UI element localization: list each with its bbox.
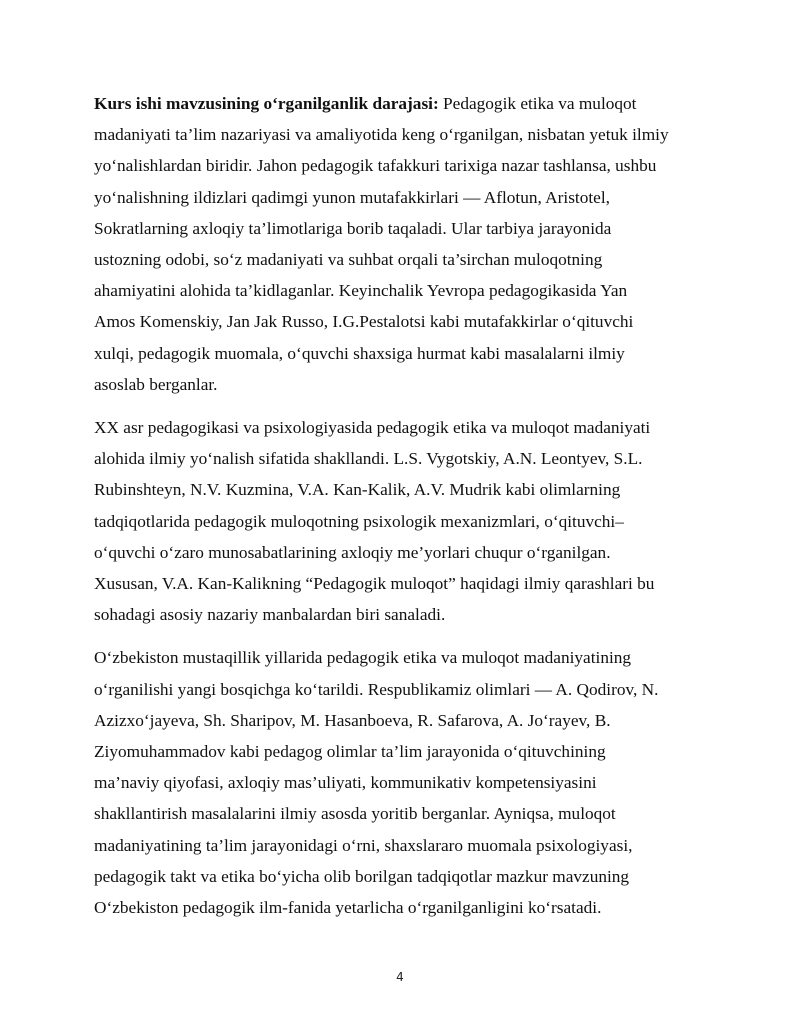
text-line: Azizxo‘jayeva, Sh. Sharipov, M. Hasanboeva, R. Safarova, A. Jo‘rayev, B. — [94, 710, 611, 730]
text-line: o‘quvchi o‘zaro munosabatlarining axloqiy me’yorlari chuqur o‘rganilgan. — [94, 542, 611, 562]
text-line: Rubinshteyn, N.V. Kuzmina, V.A. Kan-Kalik, A.V. Mudrik kabi olimlarning — [94, 480, 621, 500]
text-line: yo‘nalishlardan biridir. Jahon pedagogik tafakkuri tarixiga nazar tashlansa, ushbu — [94, 156, 657, 176]
document-body — [94, 88, 712, 935]
text-line: alohida ilmiy yo‘nalish sifatida shakllandi. L.S. Vygotskiy, A.N. Leontyev, S.L. — [94, 449, 643, 469]
text-line: shakllantirish masalalarini ilmiy asosda yoritib berganlar. Ayniqsa, muloqot — [94, 804, 616, 824]
text-line: Amos Komenskiy, Jan Jak Russo, I.G.Pestalotsi kabi mutafakkirlar o‘qituvchi — [94, 312, 634, 332]
text-line: O‘zbekiston mustaqillik yillarida pedagogik etika va muloqot madaniyatining — [94, 648, 632, 668]
paragraph-2 — [94, 412, 712, 630]
text-line: Ziyomuhammadov kabi pedagog olimlar ta’lim jarayonida o‘qituvchining — [94, 742, 606, 762]
text-line: madaniyatining ta’lim jarayonidagi o‘rni, shaxslararo muomala psixologiyasi, — [94, 835, 633, 855]
text-line: O‘zbekiston pedagogik ilm-fanida yetarlicha o‘rganilganligini ko‘rsatadi. — [94, 898, 602, 918]
text-line: ahamiyatini alohida ta’kidlaganlar. Keyinchalik Yevropa pedagogikasida Yan — [94, 281, 628, 301]
text-line: XX asr pedagogikasi va psixologiyasida pedagogik etika va muloqot madaniyati — [94, 418, 651, 438]
text-line: ustozning odobi, so‘z madaniyati va suhbat orqali ta’sirchan muloqotning — [94, 250, 603, 270]
text-line: o‘rganilishi yangi bosqichga ko‘tarildi. Respublikamiz olimlari — A. Qodirov, N. — [94, 679, 659, 699]
text-line: pedagogik takt va etika bo‘yicha olib borilgan tadqiqotlar mazkur mavzuning — [94, 866, 630, 886]
text-line — [94, 88, 712, 119]
text-line: ma’naviy qiyofasi, axloqiy mas’uliyati, kommunikativ kompetensiyasini — [94, 773, 597, 793]
page-number: 4 — [396, 970, 404, 984]
text-line: asoslab berganlar. — [94, 374, 218, 394]
text-line-fragment: Pedagogik etika va muloqot — [438, 94, 637, 113]
text-line: yo‘nalishning ildizlari qadimgi yunon mutafakkirlari — Aflotun, Aristotel, — [94, 187, 610, 207]
text-line: Xususan, V.A. Kan-Kalikning “Pedagogik muloqot” haqidagi ilmiy qarashlari bu — [94, 574, 655, 594]
text-line: tadqiqotlarida pedagogik muloqotning psixologik mexanizmlari, o‘qituvchi– — [94, 511, 624, 531]
section-lead-heading: Kurs ishi mavzusining o‘rganilganlik darajasi: — [94, 94, 439, 113]
paragraph-1 — [94, 88, 712, 400]
paragraph-3 — [94, 642, 712, 923]
text-line: xulqi, pedagogik muomala, o‘quvchi shaxsiga hurmat kabi masalalarni ilmiy — [94, 343, 625, 363]
text-line: madaniyati ta’lim nazariyasi va amaliyotida keng o‘rganilgan, nisbatan yetuk ilmiy — [94, 125, 669, 145]
text-line: sohadagi asosiy nazariy manbalardan biri sanaladi. — [94, 605, 446, 625]
text-line: Sokratlarning axloqiy ta’limotlariga borib taqaladi. Ular tarbiya jarayonida — [94, 218, 612, 238]
